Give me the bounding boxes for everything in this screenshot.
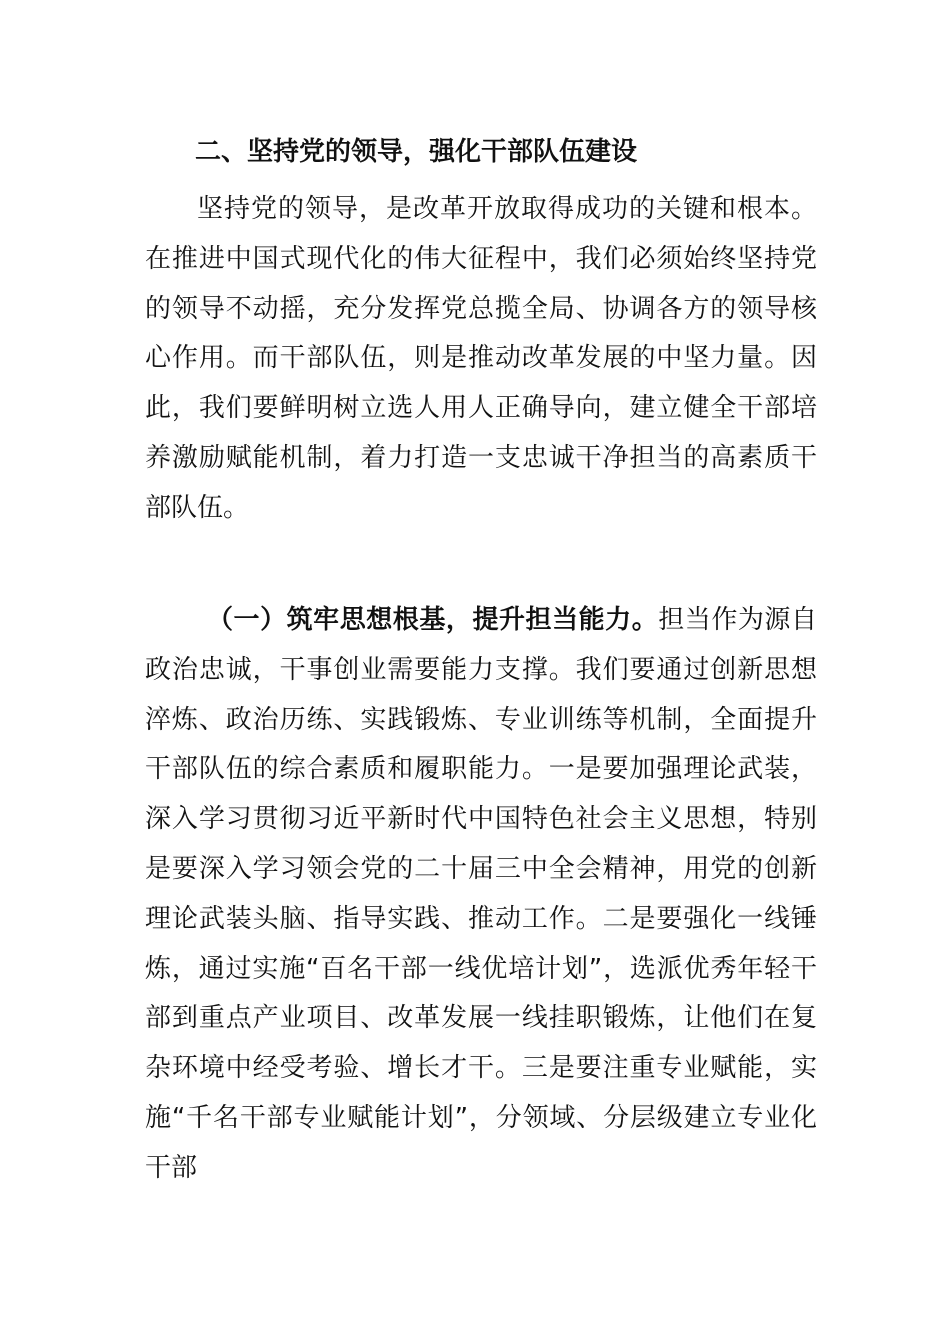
paragraph-lead-bold: （一）筑牢思想根基，提升担当能力。 <box>207 605 659 635</box>
section-heading: 二、坚持党的领导，强化干部队伍建设 <box>195 137 638 167</box>
body-paragraph-2 <box>145 596 817 1194</box>
body-paragraph-1: 坚持党的领导，是改革开放取得成功的关键和根本。在推进中国式现代化的伟大征程中，我们必须始终坚持党的领导不动摇，充分发挥党总揽全局、协调各方的领导核心作用。而干部队伍，则是推动改革发展的中坚力量。因此，我们要鲜明树立选人用人正确导向，建立健全干部培养激励赋能机制，着力打造一支忠诚干净担当的高素质干部队伍。 <box>145 194 817 523</box>
paragraph-body-text: 担当作为源自政治忠诚，干事创业需要能力支撑。我们要通过创新思想淬炼、政治历练、实践锻炼、专业训练等机制，全面提升干部队伍的综合素质和履职能力。一是要加强理论武装，深入学习贯彻习近平新时代中国特色社会主义思想，特别是要深入学习领会党的二十届三中全会精神，用党的创新理论武装头脑、指导实践、推动工作。二是要强化一线锤炼，通过实施“百名干部一线优培计划”，选派优秀年轻干部到重点产业项目、改革发展一线挂职锻炼，让他们在复杂环境中经受考验、增长才干。三是要注重专业赋能，实施“千名干部专业赋能计划”，分领域、分层级建立专业化干部 <box>145 605 817 1183</box>
